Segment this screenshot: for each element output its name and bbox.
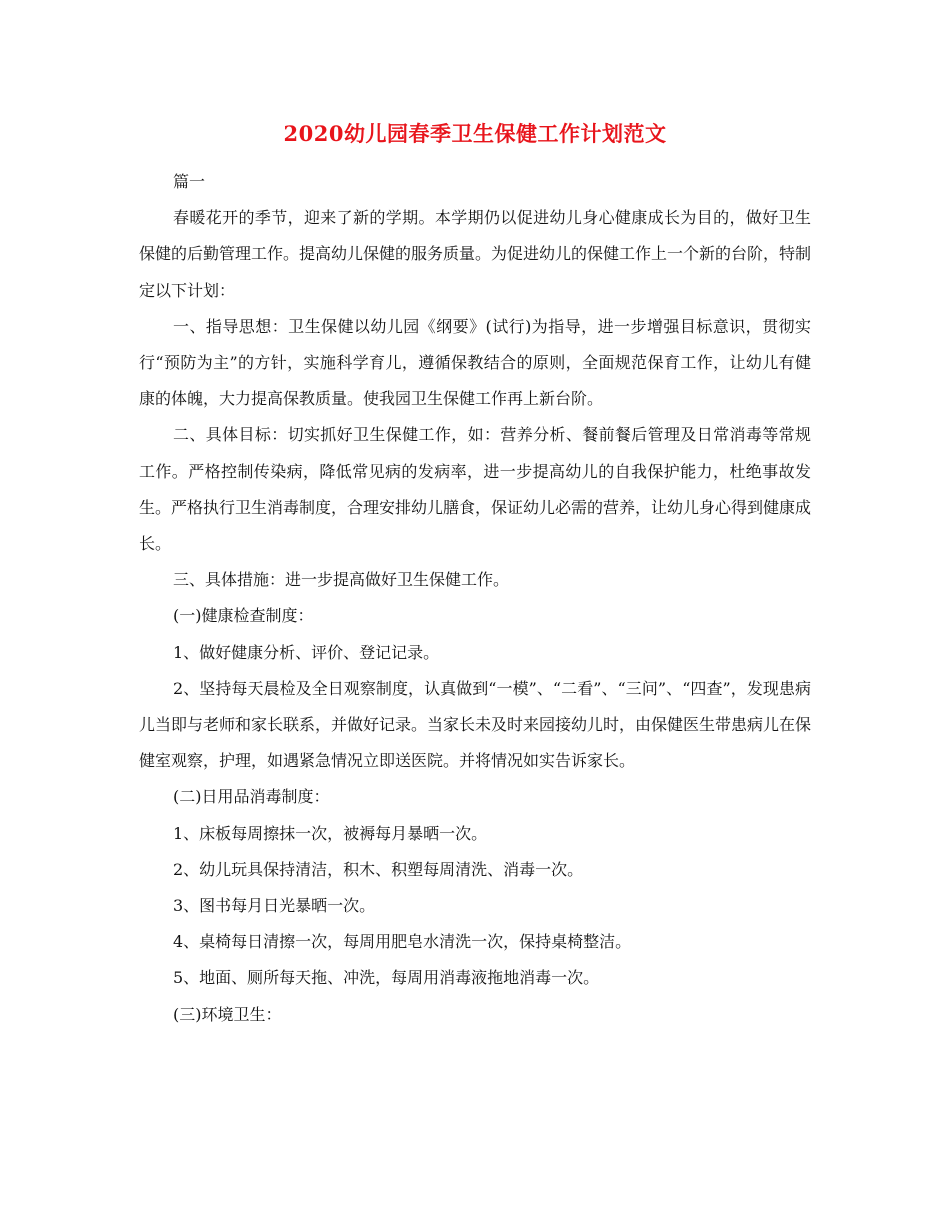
list-item: 1、床板每周擦抹一次，被褥每月暴晒一次。 <box>173 823 488 843</box>
subsection-heading-disinfection: (二)日用品消毒制度： <box>173 787 330 807</box>
list-item: 2、幼儿玩具保持清洁，积木、积塑每周清洗、消毒一次。 <box>173 859 584 879</box>
specific-measures-paragraph: 三、具体措施：进一步提高做好卫生保健工作。 <box>173 570 510 590</box>
list-item: 3、图书每月日光暴晒一次。 <box>173 896 376 916</box>
section-heading-part-one: 篇一 <box>173 172 206 191</box>
list-item: 5、地面、厕所每天拖、冲洗，每周用消毒液拖地消毒一次。 <box>173 968 600 988</box>
guiding-principle-paragraph: 一、指导思想：卫生保健以幼儿园《纲要》(试行)为指导，进一步增强目标意识，贯彻实行“预防为主”的方针，实施科学育儿，遵循保教结合的原则，全面规范保育工作，让幼儿有健康的体魄，大力提高保教质量。使我园卫生保健工作再上新台阶。 <box>139 316 811 409</box>
specific-goals-paragraph: 二、具体目标：切实抓好卫生保健工作，如：营养分析、餐前餐后管理及日常消毒等常规工作。严格控制传染病，降低常见病的发病率，进一步提高幼儿的自我保护能力，杜绝事故发生。严格执行卫生消毒制度，合理安排幼儿膳食，保证幼儿必需的营养，让幼儿身心得到健康成长。 <box>139 425 812 554</box>
list-item: 2、坚持每天晨检及全日观察制度，认真做到“一模”、“二看”、“三问”、“四查”，发现患病儿当即与老师和家长联系，并做好记录。当家长未及时来园接幼儿时，由保健医生带患病儿在保健室观察，护理，如遇紧急情况立即送医院。并将情况如实告诉家长。 <box>139 678 812 771</box>
subsection-heading-environment: (三)环境卫生： <box>173 1004 282 1024</box>
document-body <box>139 164 811 1033</box>
document-title: 2020幼儿园春季卫生保健工作计划范文 <box>283 121 667 146</box>
list-item: 1、做好健康分析、评价、登记记录。 <box>173 642 440 662</box>
list-item: 4、桌椅每日清擦一次，每周用肥皂水清洗一次，保持桌椅整洁。 <box>173 932 632 952</box>
subsection-heading-health-check: (一)健康检查制度： <box>173 606 314 626</box>
intro-paragraph: 春暖花开的季节，迎来了新的学期。本学期仍以促进幼儿身心健康成长为目的，做好卫生保健的后勤管理工作。提高幼儿保健的服务质量。为促进幼儿的保健工作上一个新的台阶，特制定以下计划： <box>139 208 812 300</box>
